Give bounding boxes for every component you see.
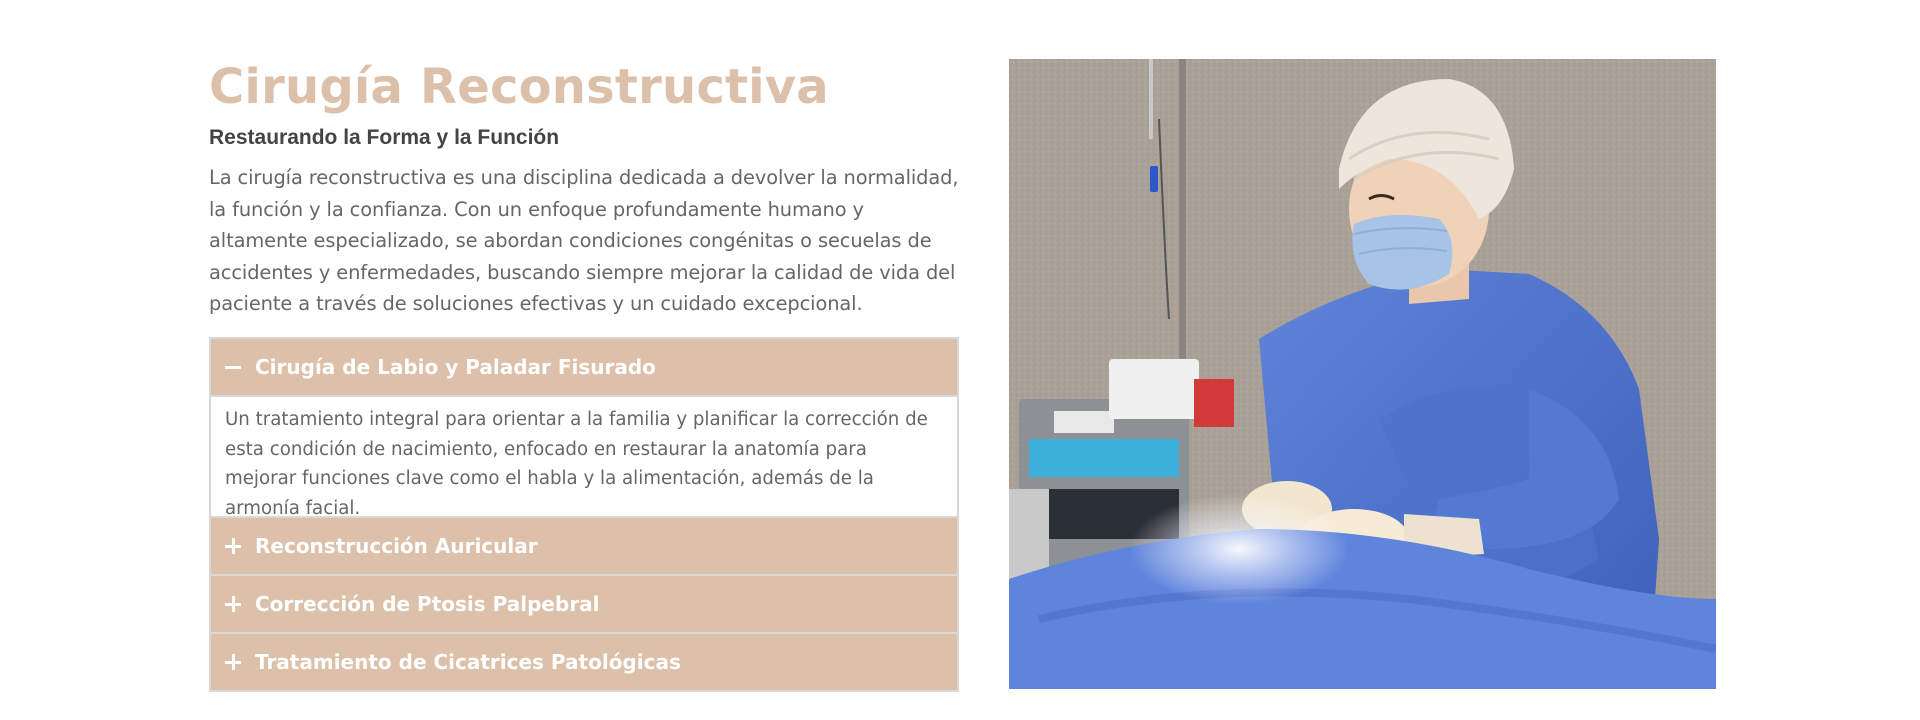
- accordion-item: [209, 337, 959, 518]
- accordion-label: Tratamiento de Cicatrices Patológicas: [255, 650, 681, 674]
- page-title: Cirugía Reconstructiva: [209, 59, 829, 115]
- intro-paragraph: La cirugía reconstructiva es una disciplina dedicada a devolver la normalidad, la función y la confianza. Con un enfoque profundamente humano y altamente especializado, se abordan condiciones congénitas o secuelas de accidentes y enfermedades, buscando siempre mejorar la calidad de vida del paciente a través de soluciones efectivas y un cuidado excepcional.: [209, 166, 959, 315]
- accordion-label: Cirugía de Labio y Paladar Fisurado: [255, 355, 656, 379]
- content-column: [209, 55, 959, 320]
- page-subtitle: Restaurando la Forma y la Función: [209, 126, 560, 149]
- plus-icon: [225, 654, 241, 670]
- plus-icon: [225, 596, 241, 612]
- accordion-label: Corrección de Ptosis Palpebral: [255, 592, 600, 616]
- procedures-accordion: [209, 337, 959, 692]
- accordion-item: [209, 634, 959, 692]
- minus-icon: [225, 359, 241, 375]
- plus-icon: [225, 538, 241, 554]
- accordion-header-labio-paladar[interactable]: [211, 339, 957, 395]
- accordion-header-reconstruccion-auricular[interactable]: [211, 518, 957, 574]
- accordion-header-ptosis-palpebral[interactable]: [211, 576, 957, 632]
- accordion-label: Reconstrucción Auricular: [255, 534, 538, 558]
- accordion-panel: Un tratamiento integral para orientar a la familia y planificar la corrección de esta condición de nacimiento, enfocado en restaurar la anatomía para mejorar funciones clave como el habla y la alimentación, además de la armonía facial.: [211, 395, 957, 516]
- accordion-item: [209, 576, 959, 634]
- surgeon-photo: [1009, 59, 1716, 689]
- accordion-header-cicatrices-patologicas[interactable]: [211, 634, 957, 690]
- accordion-item: [209, 518, 959, 576]
